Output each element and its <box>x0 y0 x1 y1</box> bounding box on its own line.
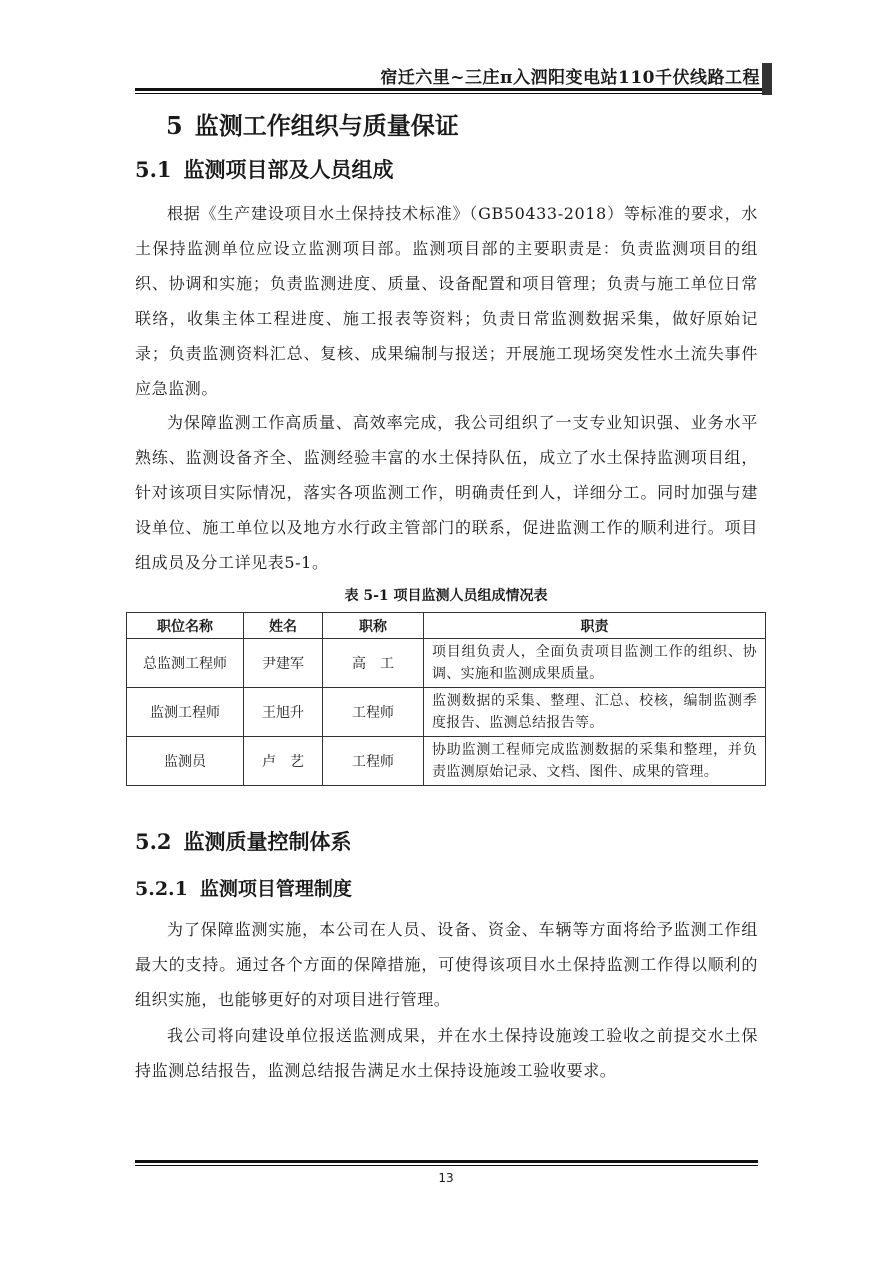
section-5-2-heading <box>135 826 352 856</box>
table-header-cell: 职位名称 <box>127 613 244 639</box>
paragraph-5-1-b: 为保障监测工作高质量、高效率完成，我公司组织了一支专业知识强、业务水平熟练、监测设备齐全、监测经验丰富的水土保持队伍，成立了水土保持监测项目组，针对该项目实际情况，落实各项监测工作，明确责任到人，详细分工。同时加强与建设单位、施工单位以及地方水行政主管部门的联系，促进监测工作的顺利进行。项目组成员及分工详见表5-1。 <box>135 413 758 572</box>
name-cell: 尹建军 <box>244 639 323 688</box>
section-5-2-1-number: 5.2.1 <box>135 878 188 900</box>
name-cell: 王旭升 <box>244 688 323 737</box>
footer-rule-thick <box>135 1160 758 1163</box>
header-rule-thick <box>135 88 762 91</box>
section-5-2-title: 监测质量控制体系 <box>183 829 352 854</box>
section-5-2-1-title: 监测项目管理制度 <box>199 878 352 900</box>
title-cell: 工程师 <box>323 737 424 786</box>
duty-cell: 监测数据的采集、整理、汇总、校核，编制监测季度报告、监测总结报告等。 <box>424 688 766 737</box>
title-cell: 高 工 <box>323 639 424 688</box>
duty-cell: 协助监测工程师完成监测数据的采集和整理，并负责监测原始记录、文档、图件、成果的管理。 <box>424 737 766 786</box>
title-cell: 工程师 <box>323 688 424 737</box>
name-cell: 卢 艺 <box>244 737 323 786</box>
paragraph-5-2-1-a: 为了保障监测实施，本公司在人员、设备、资金、车辆等方面将给予监测工作组最大的支持。通过各个方面的保障措施，可使得该项目水土保持监测工作得以顺利的组织实施，也能够更好的对项目进行管理。 <box>135 920 758 1009</box>
paragraph-5-1-a: 根据《生产建设项目水土保持技术标准》（GB50433-2018）等标准的要求，水土保持监测单位应设立监测项目部。监测项目部的主要职责是：负责监测项目的组织、协调和实施；负责监测进度、质量、设备配置和项目管理；负责与施工单位日常联络，收集主体工程进度、施工报表等资料；负责日常监测数据采集，做好原始记录；负责监测资料汇总、复核、成果编制与报送；开展施工现场突发性水土流失事件应急监测。 <box>135 204 758 398</box>
chapter-number: 5 <box>166 111 183 140</box>
position-cell: 监测工程师 <box>127 688 244 737</box>
personnel-table <box>126 612 766 786</box>
header-rule-thin <box>135 93 762 94</box>
section-5-2-1-heading <box>135 874 352 901</box>
table-row <box>127 737 766 786</box>
section-5-1-title: 监测项目部及人员组成 <box>183 157 394 182</box>
header-shadow-bar <box>762 63 772 95</box>
table-header-cell: 职责 <box>424 613 766 639</box>
footer-rule-thin <box>135 1165 758 1166</box>
table-row <box>127 639 766 688</box>
section-5-1-number: 5.1 <box>135 157 172 182</box>
duty-cell: 项目组负责人，全面负责项目监测工作的组织、协调、实施和监测成果质量。 <box>424 639 766 688</box>
table-row <box>127 688 766 737</box>
table-header-row <box>127 613 766 639</box>
table-caption: 表 5-1 项目监测人员组成情况表 <box>344 588 548 604</box>
header-title: 宿迁六里~三庄π入泗阳变电站110千伏线路工程 <box>380 68 760 88</box>
table-header-cell: 职称 <box>323 613 424 639</box>
chapter-heading <box>166 106 459 141</box>
position-cell: 监测员 <box>127 737 244 786</box>
position-cell: 总监测工程师 <box>127 639 244 688</box>
chapter-title: 监测工作组织与质量保证 <box>194 111 459 140</box>
paragraph-5-2-1-b: 我公司将向建设单位报送监测成果，并在水土保持设施竣工验收之前提交水土保持监测总结报告，监测总结报告满足水土保持设施竣工验收要求。 <box>135 1026 758 1080</box>
table-header-cell: 姓名 <box>244 613 323 639</box>
section-5-2-number: 5.2 <box>135 829 172 854</box>
section-5-1-heading <box>135 154 394 184</box>
page-number: 13 <box>438 1171 454 1185</box>
